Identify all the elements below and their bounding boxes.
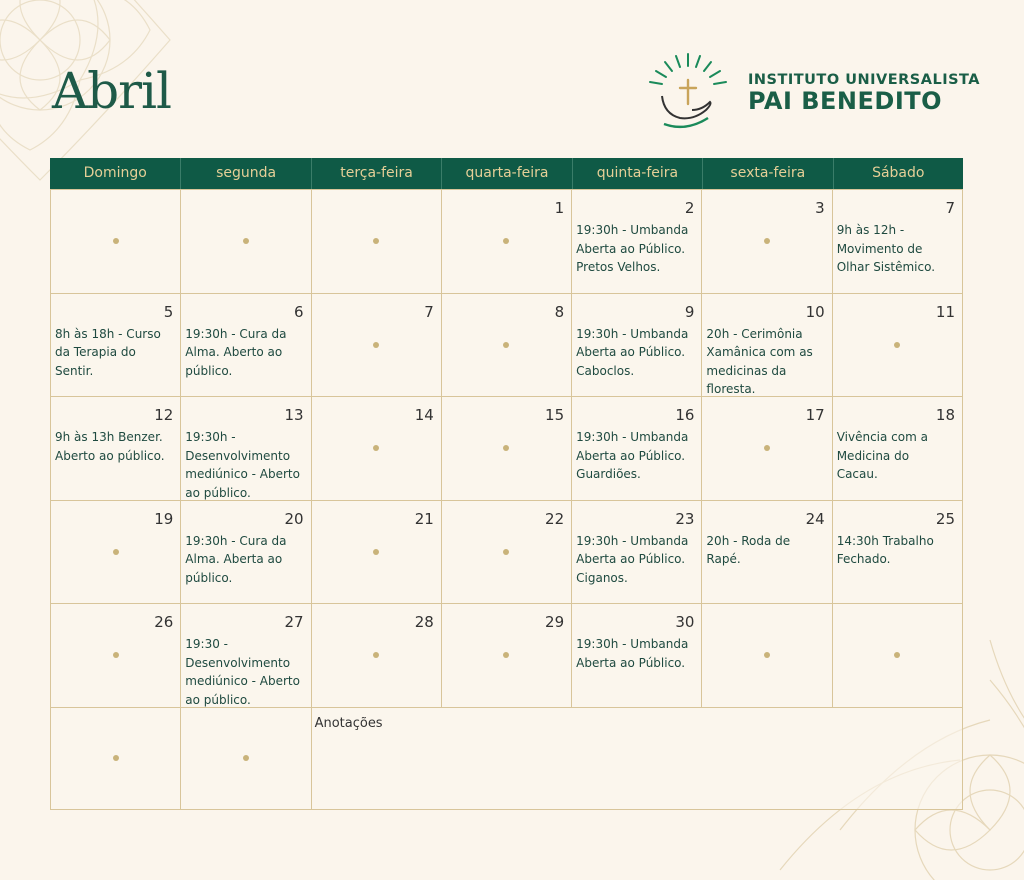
day-number: 16 [675, 406, 695, 424]
day-cell[interactable] [51, 397, 181, 501]
day-number: 26 [154, 613, 174, 631]
empty-dot-icon [373, 549, 379, 555]
logo-line1: INSTITUTO UNIVERSALISTA [748, 72, 981, 88]
empty-dot-icon [113, 238, 119, 244]
event-text: Vivência com a Medicina do Cacau. [836, 430, 928, 481]
day-cell[interactable] [442, 397, 572, 501]
event-text: 19:30h - Umbanda Aberta ao Público. Ciganos. [576, 533, 689, 585]
day-number: 5 [163, 302, 174, 321]
event-text: 19:30h - Umbanda Aberta ao Público. Caboclos. [576, 326, 689, 378]
event-text: 20h - Roda de Rapé. [706, 533, 791, 566]
weekday-wednesday: quarta-feira [441, 158, 571, 189]
event-text: 19:30h - Cura da Alma. Aberta ao público. [185, 533, 287, 585]
event-text: 19:30h - Cura da Alma. Aberto ao público. [185, 326, 287, 378]
day-number: 1 [554, 199, 565, 217]
empty-dot-icon [503, 445, 509, 451]
empty-dot-icon [373, 652, 379, 658]
day-cell[interactable] [51, 604, 181, 708]
empty-dot-icon [243, 755, 249, 761]
day-cell[interactable] [312, 190, 442, 294]
calendar [50, 158, 963, 810]
day-number: 27 [284, 613, 304, 631]
event-text: 19:30h - Desenvolvimento mediúnico - Aberto ao público. [185, 430, 300, 500]
event-text: 9h às 13h Benzer. Aberto ao público. [55, 430, 165, 463]
event-text: 20h - Cerimônia Xamânica com as medicinas da floresta. [706, 326, 813, 396]
empty-dot-icon [503, 549, 509, 555]
day-cell[interactable] [51, 190, 181, 294]
day-cell[interactable] [312, 397, 442, 501]
day-number: 24 [805, 509, 825, 528]
empty-dot-icon [373, 238, 379, 244]
empty-dot-icon [113, 755, 119, 761]
day-number: 9 [684, 302, 695, 321]
event-text: 19:30 - Desenvolvimento mediúnico - Aberto ao público. [185, 637, 300, 707]
event-text: 19:30h - Umbanda Aberta ao Público. Guardiões. [576, 430, 689, 481]
day-number: 8 [554, 302, 565, 321]
day-cell[interactable] [702, 397, 832, 501]
weekday-tuesday: terça-feira [311, 158, 441, 189]
institute-logo [646, 52, 981, 134]
day-cell[interactable] [181, 501, 311, 605]
day-cell[interactable] [181, 190, 311, 294]
day-number: 21 [414, 509, 434, 528]
day-number: 3 [815, 199, 825, 217]
weekday-saturday: Sábado [833, 158, 963, 189]
day-cell[interactable] [51, 708, 181, 810]
notes-label: Anotações [314, 715, 383, 731]
day-number: 14 [414, 406, 434, 424]
event-text: 19:30h - Umbanda Aberta ao Público. Pretos Velhos. [576, 223, 689, 274]
event-text: 9h às 12h - Movimento de Olhar Sistêmico. [836, 223, 936, 274]
day-cell[interactable] [442, 190, 572, 294]
day-cell[interactable] [312, 604, 442, 708]
day-cell[interactable] [702, 190, 832, 294]
weekday-sunday: Domingo [83, 165, 147, 181]
empty-dot-icon [113, 652, 119, 658]
day-cell[interactable] [702, 294, 832, 398]
weekday-thursday: quinta-feira [572, 158, 702, 189]
day-cell[interactable] [181, 397, 311, 501]
day-cell[interactable] [181, 294, 311, 398]
weekday-monday: segunda [180, 158, 310, 189]
day-number: 13 [284, 406, 304, 424]
day-number: 28 [414, 613, 434, 631]
day-cell[interactable] [572, 397, 702, 501]
day-number: 22 [545, 509, 565, 528]
day-number: 12 [154, 406, 174, 424]
empty-dot-icon [894, 342, 900, 348]
day-cell[interactable] [442, 294, 572, 398]
empty-dot-icon [113, 549, 119, 555]
day-cell[interactable] [572, 294, 702, 398]
day-cell[interactable] [442, 604, 572, 708]
day-cell[interactable] [833, 501, 963, 605]
day-cell[interactable] [181, 708, 311, 810]
event-text: 8h às 18h - Curso da Terapia do Sentir. [55, 326, 161, 378]
weekday-friday: sexta-feira [702, 158, 832, 189]
day-number: 2 [684, 199, 695, 217]
event-text: 19:30h - Umbanda Aberta ao Público. [576, 637, 689, 670]
day-number: 25 [935, 509, 955, 528]
calendar-grid [50, 189, 963, 810]
page-title: Abril [52, 62, 171, 120]
day-cell[interactable] [312, 501, 442, 605]
day-number: 7 [424, 302, 434, 321]
empty-dot-icon [764, 445, 770, 451]
day-number: 6 [294, 302, 304, 321]
day-number: 30 [675, 613, 695, 631]
empty-dot-icon [503, 652, 509, 658]
day-cell[interactable] [833, 294, 963, 398]
weekday-header [50, 158, 963, 189]
day-cell[interactable] [833, 604, 963, 708]
day-cell[interactable] [833, 397, 963, 501]
empty-dot-icon [503, 238, 509, 244]
day-number: 29 [545, 613, 565, 631]
day-number: 7 [945, 199, 955, 217]
day-cell[interactable] [572, 604, 702, 708]
day-cell[interactable] [702, 501, 832, 605]
day-cell[interactable] [51, 294, 181, 398]
day-cell[interactable] [51, 501, 181, 605]
day-number: 15 [545, 406, 565, 424]
empty-dot-icon [894, 652, 900, 658]
cross-hands-icon [646, 52, 736, 134]
day-cell[interactable] [572, 190, 702, 294]
empty-dot-icon [764, 652, 770, 658]
day-cell[interactable] [181, 604, 311, 708]
empty-dot-icon [373, 342, 379, 348]
empty-dot-icon [503, 342, 509, 348]
notes-area[interactable] [312, 708, 963, 810]
day-cell[interactable] [833, 190, 963, 294]
day-number: 10 [805, 302, 825, 321]
empty-dot-icon [373, 445, 379, 451]
logo-line2: PAI BENEDITO [748, 87, 943, 115]
event-text: 14:30h Trabalho Fechado. [836, 533, 934, 566]
day-number: 19 [154, 509, 174, 528]
day-number: 20 [284, 509, 304, 528]
day-cell[interactable] [572, 501, 702, 605]
empty-dot-icon [243, 238, 249, 244]
day-cell[interactable] [442, 501, 572, 605]
day-cell[interactable] [702, 604, 832, 708]
day-number: 11 [935, 302, 955, 321]
day-number: 18 [935, 406, 955, 424]
day-number: 17 [805, 406, 825, 424]
empty-dot-icon [764, 238, 770, 244]
day-number: 23 [675, 509, 695, 528]
day-cell[interactable] [312, 294, 442, 398]
